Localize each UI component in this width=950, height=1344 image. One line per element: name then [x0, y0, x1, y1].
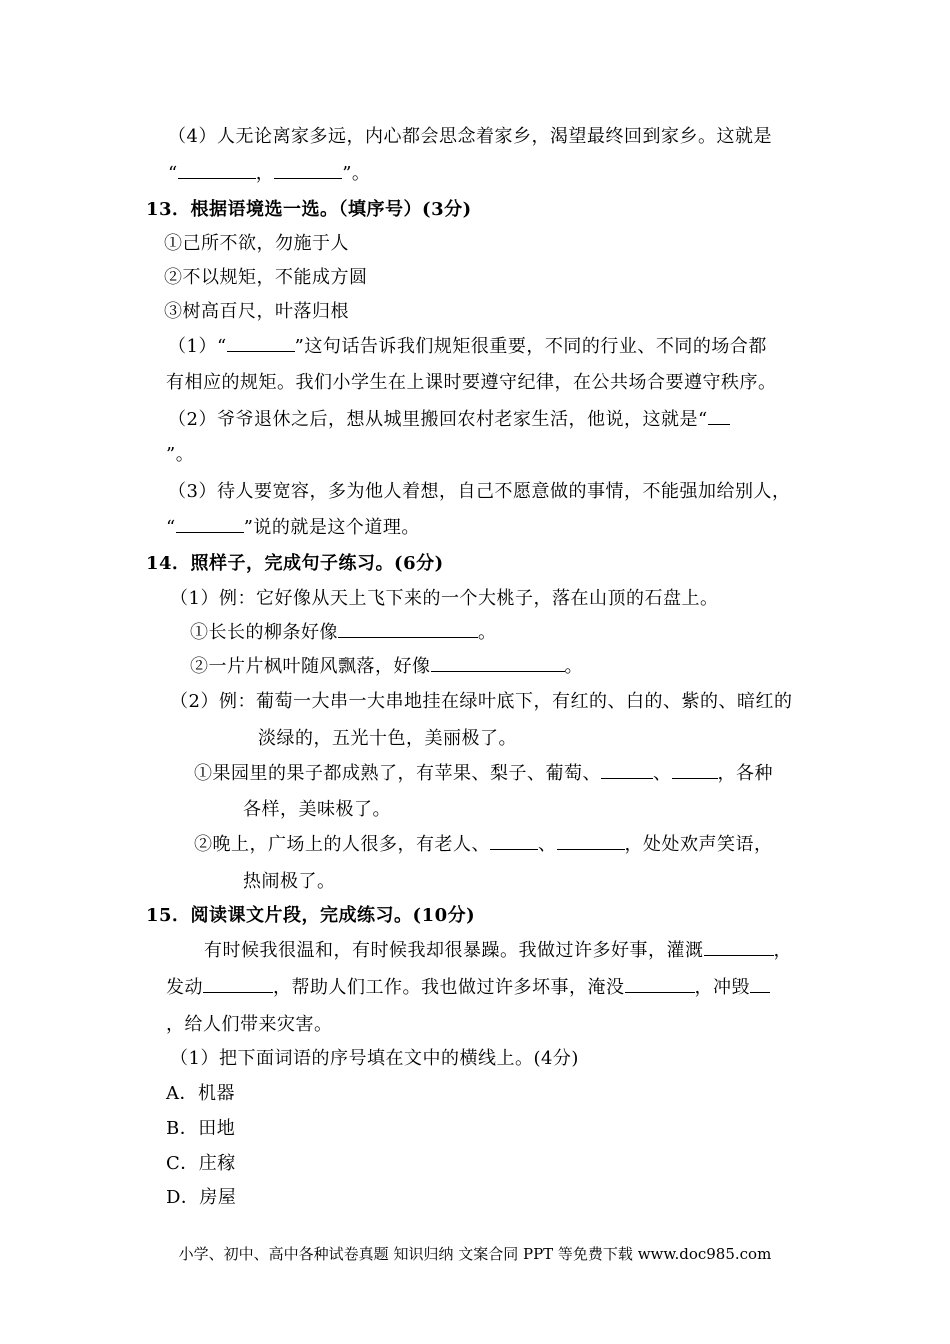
q13-item3-line1: （3）待人要宽容，多为他人着想，自己不愿意做的事情，不能强加给别人， [168, 481, 791, 502]
q14-ex2-i2-blank-2[interactable] [557, 833, 625, 850]
q14-ex1-item-a: ①长长的柳条好像 。 [190, 622, 497, 643]
q12-sep: ， [255, 163, 275, 184]
q15-choice-c: C．庄稼 [166, 1153, 236, 1174]
q13-item3-line2: “ ”说的就是这个道理。 [166, 517, 420, 538]
q15-passage-line3: ，给人们带来灾害。 [166, 1014, 333, 1035]
q14-ex2-i2-blank-1[interactable] [490, 833, 538, 850]
page-footer: 小学、初中、高中各种试卷真题 知识归纳 文案合同 PPT 等免费下载 www.doc985.com [178, 1245, 772, 1263]
q14-ex1-item-b: ②一片片枫叶随风飘落，好像 。 [190, 656, 583, 677]
q14-ex2-item2-line2: 热闹极了。 [243, 871, 336, 892]
q14-example2-line1: （2）例：葡萄一大串一大串地挂在绿叶底下，有红的、白的、紫的、暗红的 [170, 691, 793, 712]
q15-passage-line2: 发动 ，帮助人们工作。我也做过许多坏事，淹没 ，冲毁 [166, 976, 770, 1000]
q14-ex1-a-blank[interactable] [338, 621, 478, 638]
q14-ex2-item2-line1: ②晚上，广场上的人很多，有老人、 、 ，处处欢声笑语， [194, 834, 773, 855]
q15-choice-a: A．机器 [166, 1083, 235, 1104]
q13-item2-blank[interactable] [708, 408, 730, 425]
q12-open-quote: “ [168, 163, 178, 184]
q15-choice-b: B．田地 [166, 1118, 236, 1139]
q15-passage-line1: 有时候我很温和，有时候我却很暴躁。我做过许多好事，灌溉 ， [204, 940, 792, 961]
q13-option-2: ②不以规矩，不能成方圆 [164, 267, 368, 288]
q13-heading: 13．根据语境选一选。（填序号）(3分) [146, 199, 472, 220]
q12-blank-2[interactable] [274, 162, 342, 179]
q14-example1: （1）例：它好像从天上飞下来的一个大桃子，落在山顶的石盘上。 [170, 588, 719, 609]
q13-item3-blank[interactable] [176, 516, 244, 533]
q15-heading: 15．阅读课文片段，完成练习。(10分) [146, 905, 476, 926]
q14-ex2-item1-line1: ①果园里的果子都成熟了，有苹果、梨子、葡萄、 、 ，各种 [194, 763, 773, 784]
q13-item1-blank[interactable] [227, 335, 295, 352]
q13-item1-line1: （1）“ ”这句话告诉我们规矩很重要，不同的行业、不同的场合都 [168, 336, 767, 357]
q13-item2-line2: ”。 [166, 444, 195, 465]
q13-option-3: ③树高百尺，叶落归根 [164, 301, 349, 322]
q15-blank-destroy[interactable] [750, 976, 770, 993]
q14-ex2-item1-line2: 各样，美味极了。 [243, 799, 391, 820]
q12-close-quote: ”。 [342, 163, 371, 184]
q13-item2-line1: （2）爷爷退休之后，想从城里搬回农村老家生活，他说，这就是“ [168, 408, 730, 432]
q15-blank-flood[interactable] [625, 976, 695, 993]
q12-item4-line2 [168, 162, 370, 186]
q14-ex2-i1-blank-2[interactable] [672, 762, 718, 779]
q12-blank-1[interactable] [178, 162, 256, 179]
q13-option-1: ①己所不欲，勿施于人 [164, 233, 349, 254]
q12-item4-line1: （4）人无论离家多远，内心都会思念着家乡，渴望最终回到家乡。这就是 [168, 126, 772, 147]
q15-choice-d: D．房屋 [166, 1187, 237, 1208]
q14-ex1-b-blank[interactable] [431, 655, 565, 672]
q14-heading: 14．照样子，完成句子练习。(6分) [146, 553, 444, 574]
q14-ex2-i1-blank-1[interactable] [601, 762, 653, 779]
q13-item1-line2: 有相应的规矩。我们小学生在上课时要遵守纪律，在公共场合要遵守秩序。 [166, 372, 777, 393]
q15-blank-drive[interactable] [203, 976, 273, 993]
q15-sub1: （1）把下面词语的序号填在文中的横线上。(4分) [170, 1048, 579, 1069]
q15-blank-irrigate[interactable] [704, 939, 774, 956]
q14-example2-line2: 淡绿的，五光十色，美丽极了。 [258, 728, 517, 749]
